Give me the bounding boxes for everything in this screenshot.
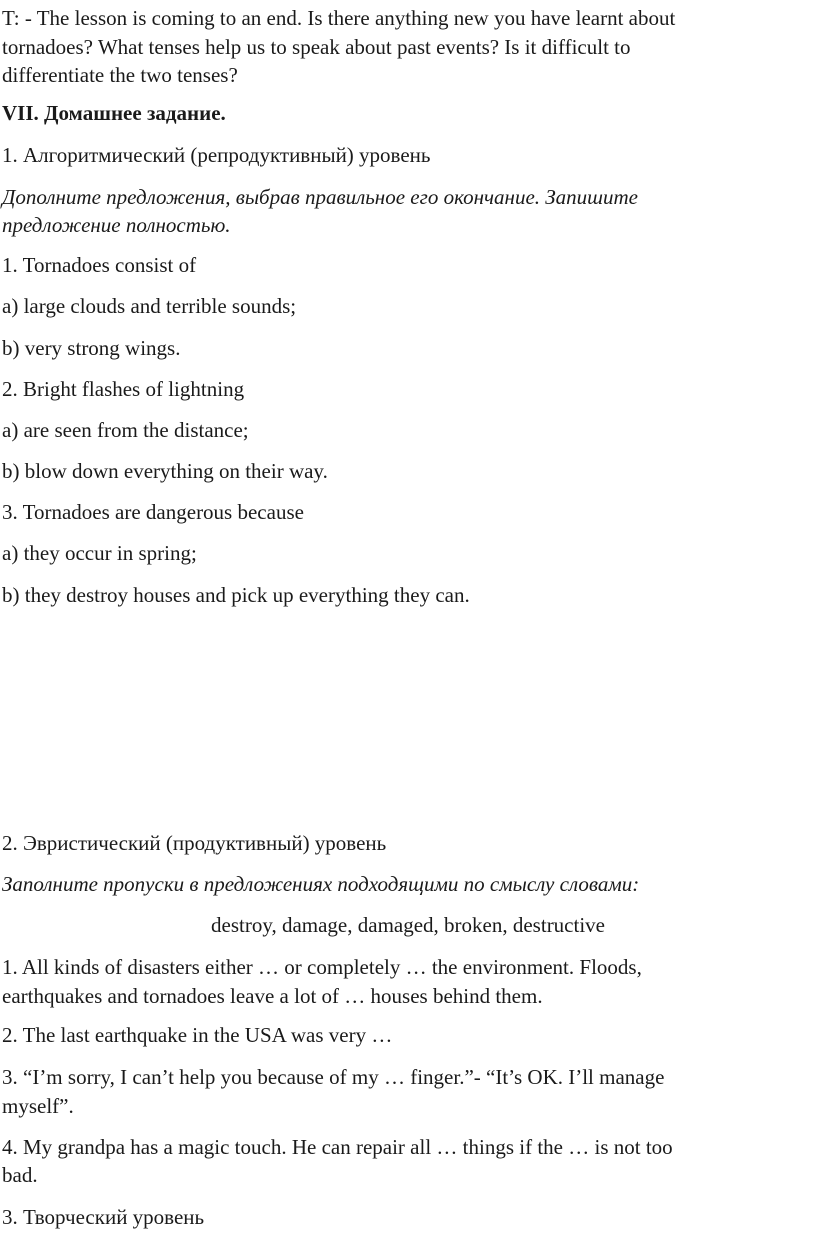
sentence-3-line-1: 3. “I’m sorry, I can’t help you because of my … finger.”- “It’s OK. I’ll manage <box>2 1065 665 1089</box>
level1-item: 2. Bright flashes of lightning <box>2 377 245 401</box>
intro-line-1: T: - The lesson is coming to an end. Is there anything new you have learnt about <box>2 6 676 30</box>
level1-title: 1. Алгоритмический (репродуктивный) уровень <box>2 143 431 167</box>
level1-item: 1. Tornadoes consist of <box>2 253 197 277</box>
intro-line-3: differentiate the two tenses? <box>2 63 238 87</box>
sentence-1-line-1: 1. All kinds of disasters either … or completely … the environment. Floods, <box>2 955 642 979</box>
sentence-3-line-2: myself”. <box>2 1094 74 1118</box>
level1-item: a) they occur in spring; <box>2 541 197 565</box>
level1-instruction-line-2: предложение полностью. <box>2 213 231 237</box>
sentence-2: 2. The last earthquake in the USA was very … <box>2 1023 393 1047</box>
word-bank: destroy, damage, damaged, broken, destructive <box>211 913 605 937</box>
sentence-1-line-2: earthquakes and tornadoes leave a lot of … houses behind them. <box>2 984 543 1008</box>
level1-item: b) they destroy houses and pick up everything they can. <box>2 583 470 607</box>
level3-title: 3. Творческий уровень <box>2 1205 205 1229</box>
level2-title: 2. Эвристический (продуктивный) уровень <box>2 831 387 855</box>
level1-item: 3. Tornadoes are dangerous because <box>2 500 304 524</box>
sentence-4-line-2: bad. <box>2 1163 38 1187</box>
intro-line-2: tornadoes? What tenses help us to speak about past events? Is it difficult to <box>2 35 631 59</box>
level1-item: a) are seen from the distance; <box>2 418 249 442</box>
level1-instruction-line-1: Дополните предложения, выбрав правильное его окончание. Запишите <box>2 185 638 209</box>
level1-item: b) blow down everything on their way. <box>2 459 328 483</box>
level1-item: a) large clouds and terrible sounds; <box>2 294 297 318</box>
homework-heading: VII. Домашнее задание. <box>2 101 226 125</box>
level1-item: b) very strong wings. <box>2 336 181 360</box>
sentence-4-line-1: 4. My grandpa has a magic touch. He can repair all … things if the … is not too <box>2 1135 673 1159</box>
level2-instruction: Заполните пропуски в предложениях подходящими по смыслу словами: <box>2 872 640 896</box>
